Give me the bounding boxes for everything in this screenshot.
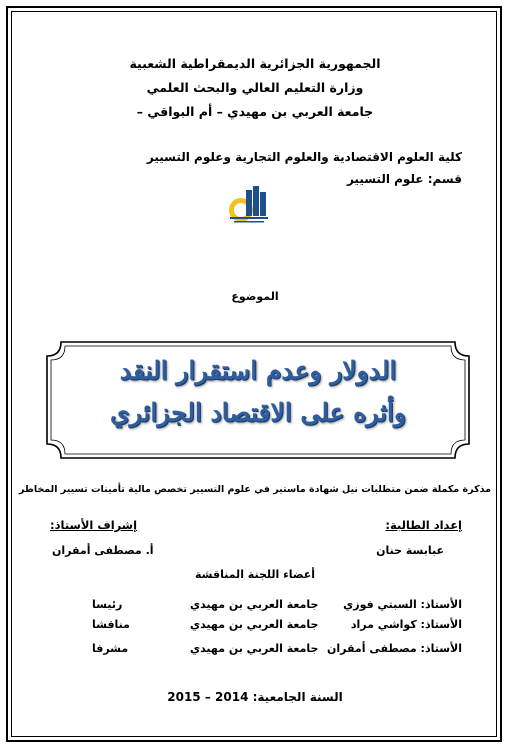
committee-member-3-role: مشرفا	[92, 642, 129, 655]
committee-heading: أعضاء اللجنة المناقشة	[195, 568, 315, 581]
committee-member-2-name: الأستاذ: كواشي مراد	[350, 618, 462, 631]
committee-member-3-name: الأستاذ: مصطفى أمقران	[326, 642, 462, 655]
university-name: جامعة العربي بن مهيدي – أم البواقي –	[136, 104, 374, 119]
academic-year: السنة الجامعية: 2014 – 2015	[167, 690, 343, 704]
committee-member-1-role: رئيسا	[92, 598, 123, 611]
faculty-name: كلية العلوم الاقتصادية والعلوم التجارية وعلوم التسيير	[146, 150, 462, 164]
supervisor-heading: إشراف الأستاذ:	[50, 518, 138, 532]
title-frame	[43, 338, 473, 462]
student-heading: إعداد الطالبة:	[385, 518, 462, 532]
department-name: قسم: علوم التسيير	[346, 172, 462, 186]
topic-label: الموضوع	[231, 290, 279, 303]
ministry-name: وزارة التعليم العالي والبحث العلمي	[146, 80, 364, 95]
title-line-2: وأثره على الاقتصاد الجزائري	[110, 398, 406, 427]
committee-member-2-university: جامعة العربي بن مهيدي	[190, 618, 319, 631]
student-name: عبابسة حنان	[376, 544, 444, 557]
republic-name: الجمهورية الجزائرية الديمقراطية الشعبية	[129, 56, 381, 71]
committee-member-2-role: مناقشا	[92, 618, 130, 631]
committee-member-1-university: جامعة العربي بن مهيدي	[190, 598, 319, 611]
committee-member-1-name: الأستاذ: السبتي فوزي	[343, 598, 462, 611]
memo-statement: مذكرة مكملة ضمن متطلبات نيل شهادة ماستير في علوم التسيير تخصص مالية تأمينات تسيير المخاطر	[19, 484, 491, 495]
university-logo-icon	[226, 180, 272, 226]
title-line-1: الدولار وعدم استقرار النقد	[119, 356, 397, 385]
committee-member-3-university: جامعة العربي بن مهيدي	[190, 642, 319, 655]
supervisor-name: أ. مصطفى أمقران	[52, 544, 154, 557]
